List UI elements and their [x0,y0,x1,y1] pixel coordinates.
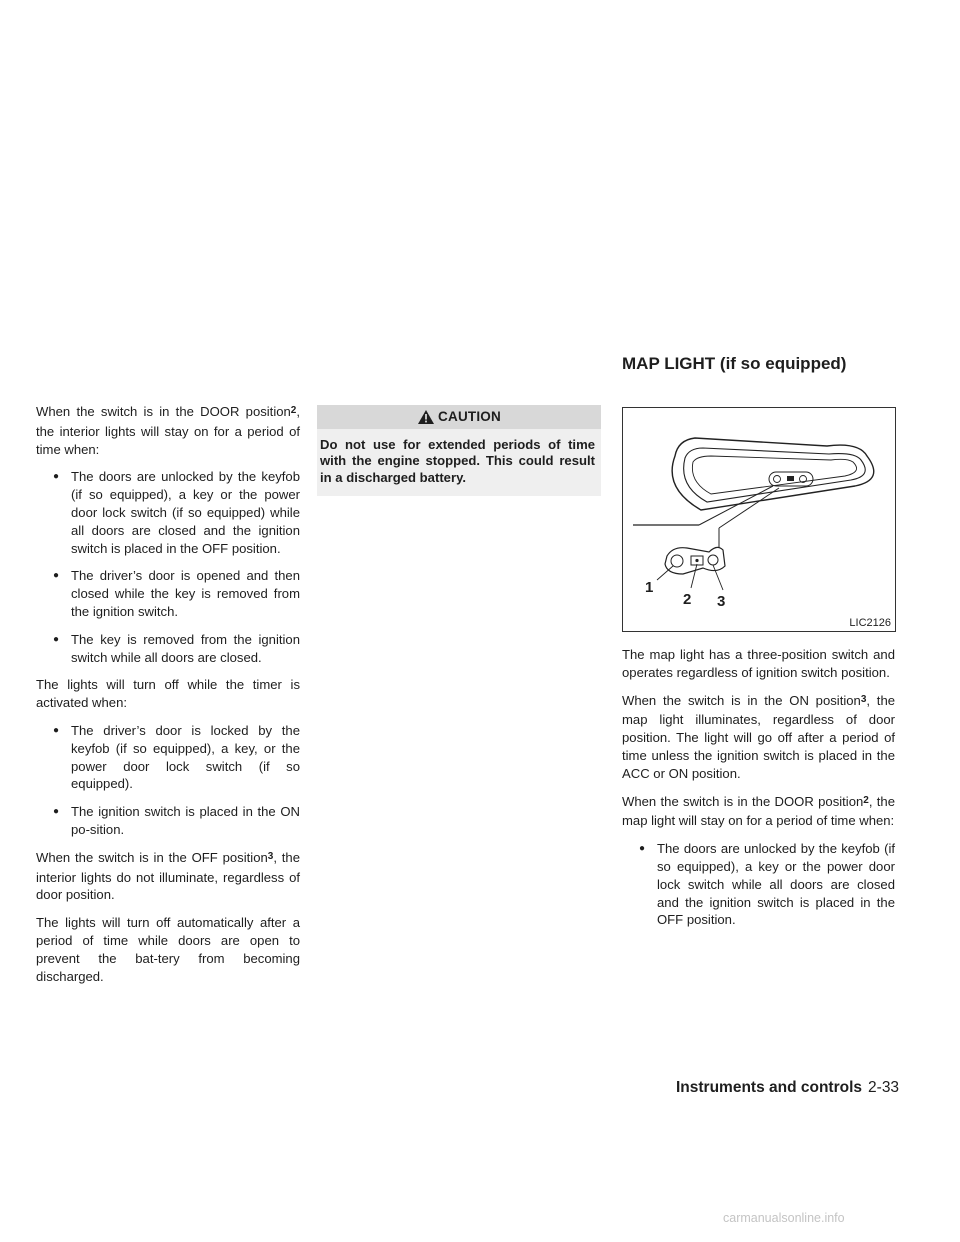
page-number: 2-33 [868,1079,900,1096]
warning-icon [417,409,435,425]
list-item: ● The driver’s door is locked by the keyfob (if so equipped), a key, or the power door lock switch (if so equipped). [53,722,300,792]
callout-2: 2 [863,794,869,806]
bullet-icon: ● [639,843,646,855]
left-column [36,403,300,995]
watermark: carmanualsonline.info [723,1211,845,1225]
callout-2: 2 [290,405,297,416]
bullet-icon: ● [53,806,60,818]
timer-paragraph: The lights will turn off while the timer is activated when: [36,677,300,711]
callout-3: 3 [717,593,726,610]
list-item: ● The key is removed from the ignition switch while all doors are closed. [53,631,300,665]
page-footer [676,1079,899,1097]
map-light-illustration [623,408,895,631]
callout-1: 1 [645,579,654,596]
caution-header [317,405,601,429]
list-item: ● The doors are unlocked by the keyfob (if so equipped), a key or the power door lock switch (if so equipped) while all doors are closed and the ignition switch is placed in the OFF position. [53,469,300,556]
on-position-paragraph: When the switch is in the ON position$^3$, the map light illuminates, regardless of door position. The light will go off after a period of time unless the ignition switch is placed in the ACC or ON position. [622,692,896,781]
figure-code: LIC2126 [849,617,891,629]
map-light-figure [622,407,896,632]
caution-title: CAUTION [438,409,501,425]
bullet-icon: ● [53,633,60,645]
footer-section: Instruments and controls [676,1079,863,1096]
map-light-intro: The map light has a three-position switch and operates regardless of ignition switch position. [622,647,895,680]
list-item: ● The doors are unlocked by the keyfob (if so equipped), a key or the power door lock switch while all doors are closed and the ignition switch is placed in the OFF position. [639,841,895,928]
auto-off-paragraph: The lights will turn off automatically after a period of time while doors are open to prevent the bat-tery from becoming discharged. [36,915,300,984]
door-position-paragraph: When the switch is in the DOOR position$^2$, the map light will stay on for a period of time when: [622,793,896,829]
right-column [622,646,895,939]
list-item: ● The driver’s door is opened and then closed while the key is removed from the ignition switch. [53,568,300,619]
list-item: ● The ignition switch is placed in the ON po-sition. [53,804,300,837]
callout-2: 2 [683,591,692,608]
caution-text: Do not use for extended periods of time with the engine stopped. This could result in a discharged battery. [317,429,601,496]
bullet-icon: ● [53,570,60,582]
bullet-icon: ● [53,724,60,736]
callout-3: 3 [267,850,274,862]
door-position-paragraph: When the switch is in the DOOR position$^2$, the interior lights will stay on for a period of time when: [36,404,300,457]
off-position-paragraph: When the switch is in the OFF position$^3$, the interior lights do not illuminate, regardless of door position. [36,849,300,903]
section-title: MAP LIGHT (if so equipped) [622,354,847,373]
caution-box [317,405,601,496]
callout-3: 3 [860,693,867,705]
bullet-icon: ● [53,471,60,483]
